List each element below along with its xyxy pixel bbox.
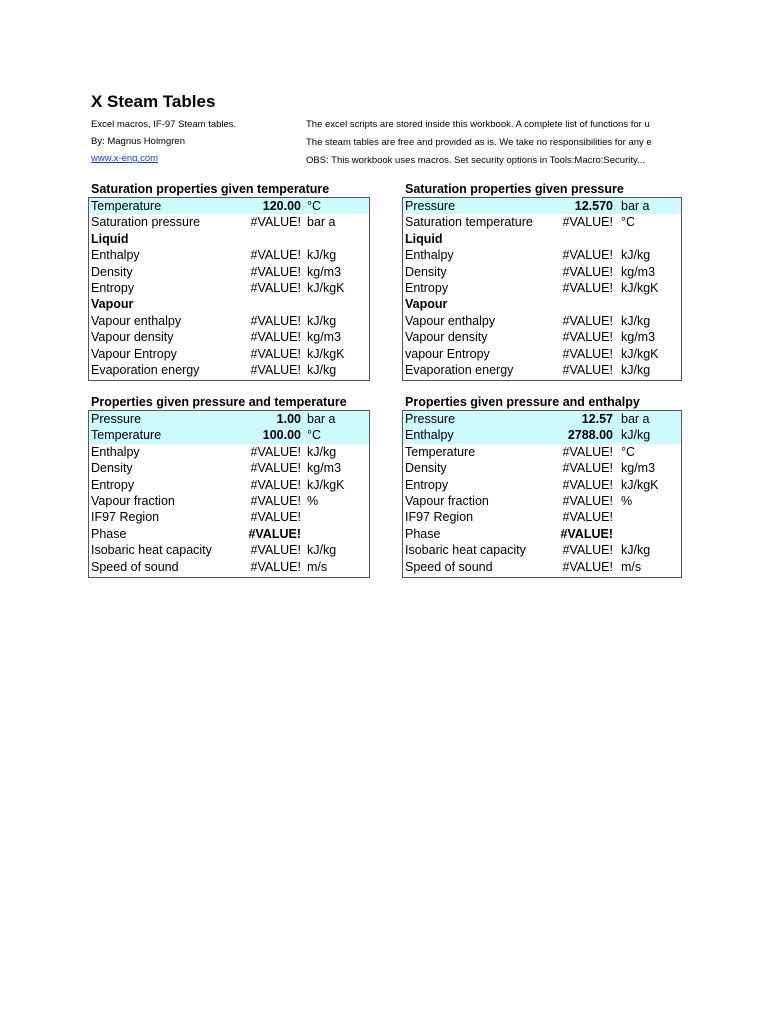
property-label: Pressure [91,412,142,426]
table-row [403,214,681,230]
property-label: Evaporation energy [405,362,514,377]
group-header-row [89,296,369,312]
table-row [89,460,369,476]
value-cell: #VALUE! [562,461,613,476]
unit-cell: °C [307,199,322,213]
property-label: Temperature [405,444,476,459]
property-label: Density [91,264,133,279]
input-value-cell[interactable]: 2788.00 [567,428,613,443]
property-label: Temperature [91,428,162,443]
property-label: Enthalpy [91,248,140,263]
value-cell: #VALUE! [250,215,301,230]
input-value-cell[interactable]: 120.00 [262,199,301,213]
table-row [89,280,369,296]
table-row [89,313,369,329]
property-label: Vapour enthalpy [405,313,496,328]
input-value-cell[interactable]: 1.00 [276,412,301,426]
group-header-row [403,296,681,312]
value-cell: #VALUE! [562,493,613,508]
unit-cell: kg/m3 [307,461,342,476]
property-label: Saturation pressure [91,215,201,230]
property-label: Enthalpy [405,248,454,263]
property-label: Entropy [91,477,135,492]
input-value-cell[interactable]: 12.57 [581,412,613,426]
property-label: Enthalpy [91,444,140,459]
unit-cell: m/s [307,559,328,574]
value-cell: #VALUE! [250,461,301,476]
group-header-row [403,231,681,247]
group-label: Vapour [405,297,448,312]
note-line: OBS: This workbook uses macros. Set security options in Tools:Macro:Security... [306,155,645,166]
value-cell: #VALUE! [562,510,613,525]
table-row [89,214,369,230]
section-title-sat-temp: Saturation properties given temperature [91,182,330,196]
table-pressure-enthalpy [402,410,682,578]
table-row [89,444,369,460]
property-label: Vapour density [91,330,174,345]
unit-cell: kJ/kg [307,362,337,377]
input-row[interactable] [403,427,681,443]
property-label: Isobaric heat capacity [91,543,212,558]
unit-cell: kg/m3 [307,264,342,279]
table-row [89,542,369,558]
property-label: Phase [405,526,441,541]
unit-cell: bar a [307,215,336,230]
table-saturation-given-pressure [402,197,682,381]
value-cell: #VALUE! [562,313,613,328]
unit-cell: kJ/kgK [307,477,345,492]
value-cell: #VALUE! [562,248,613,263]
value-cell: #VALUE! [562,444,613,459]
table-saturation-given-temperature [88,197,370,381]
value-cell: #VALUE! [248,526,301,541]
input-value-cell[interactable]: 100.00 [262,428,301,443]
table-row [403,444,681,460]
section-title-sat-press: Saturation properties given pressure [405,182,624,196]
table-row [403,329,681,345]
table-row [403,280,681,296]
value-cell: #VALUE! [250,313,301,328]
unit-cell: kJ/kg [621,428,651,443]
table-row [89,526,369,542]
website-link[interactable]: www.x-eng.com [91,153,159,164]
table-row [403,264,681,280]
value-cell: #VALUE! [562,362,613,377]
value-cell: #VALUE! [250,330,301,345]
unit-cell: kg/m3 [621,461,656,476]
unit-cell: kg/m3 [621,330,656,345]
table-row [403,346,681,362]
unit-cell: kJ/kgK [621,280,659,295]
unit-cell: bar a [621,412,650,426]
property-label: Saturation temperature [405,215,533,230]
table-row [403,542,681,558]
table-row [403,509,681,525]
unit-cell: °C [621,444,636,459]
table-row [89,264,369,280]
property-label: Enthalpy [405,428,454,443]
unit-cell: kJ/kgK [621,346,659,361]
table-row [89,509,369,525]
property-label: Entropy [91,280,135,295]
property-label: vapour Entropy [405,346,490,361]
unit-cell: bar a [621,199,650,213]
input-row[interactable] [89,427,369,443]
value-cell: #VALUE! [250,477,301,492]
property-label: Vapour density [405,330,488,345]
author-line: By: Magnus Holmgren [91,136,185,147]
input-row[interactable] [403,411,681,427]
property-label: Temperature [91,199,162,213]
value-cell: #VALUE! [560,526,613,541]
table-row [403,313,681,329]
unit-cell: kJ/kg [307,543,337,558]
unit-cell: % [307,493,319,508]
property-label: Entropy [405,280,449,295]
note-line: The excel scripts are stored inside this workbook. A complete list of functions for u [306,119,650,130]
unit-cell: kJ/kg [621,248,651,263]
value-cell: #VALUE! [562,280,613,295]
property-label: Vapour enthalpy [91,313,182,328]
property-label: Isobaric heat capacity [405,543,526,558]
table-row [403,477,681,493]
table-row [89,346,369,362]
table-row [403,362,681,378]
property-label: Density [405,264,447,279]
table-pressure-temperature [88,410,370,578]
table-row [89,493,369,509]
value-cell: #VALUE! [562,477,613,492]
note-line: The steam tables are free and provided as is. We take no responsibilities for any e [306,137,652,148]
unit-cell: kJ/kgK [307,280,345,295]
input-row[interactable] [89,411,369,427]
group-label: Liquid [405,231,443,246]
value-cell: #VALUE! [562,215,613,230]
value-cell: #VALUE! [250,248,301,263]
property-label: Evaporation energy [91,362,200,377]
table-row [403,526,681,542]
unit-cell: bar a [307,412,336,426]
property-label: Pressure [405,412,456,426]
unit-cell: kJ/kgK [621,477,659,492]
unit-cell: m/s [621,559,642,574]
property-label: Density [91,461,133,476]
value-cell: #VALUE! [562,330,613,345]
section-title-press-enth: Properties given pressure and enthalpy [405,395,640,409]
unit-cell: °C [621,215,636,230]
value-cell: #VALUE! [250,444,301,459]
unit-cell: kJ/kg [621,543,651,558]
value-cell: #VALUE! [562,543,613,558]
value-cell: #VALUE! [562,264,613,279]
value-cell: #VALUE! [250,510,301,525]
value-cell: #VALUE! [562,559,613,574]
table-row [89,477,369,493]
value-cell: #VALUE! [250,362,301,377]
table-row [403,247,681,263]
value-cell: #VALUE! [250,493,301,508]
page-title: X Steam Tables [91,92,216,111]
group-label: Vapour [91,297,134,312]
input-row[interactable] [89,198,369,214]
table-row [89,329,369,345]
description-line: Excel macros, IF-97 Steam tables. [91,119,237,130]
property-label: Pressure [405,199,456,213]
value-cell: #VALUE! [250,543,301,558]
value-cell: #VALUE! [250,346,301,361]
property-label: Entropy [405,477,449,492]
value-cell: #VALUE! [562,346,613,361]
property-label: Vapour Entropy [91,346,177,361]
notes-block [306,119,710,173]
unit-cell: kJ/kg [307,248,337,263]
unit-cell: kJ/kg [307,444,337,459]
unit-cell: °C [307,428,322,443]
input-value-cell[interactable]: 12.570 [574,199,613,213]
property-label: IF97 Region [405,510,474,525]
table-row [403,559,681,575]
value-cell: #VALUE! [250,280,301,295]
table-row [89,362,369,378]
unit-cell: kJ/kg [621,313,651,328]
unit-cell: kJ/kg [307,313,337,328]
table-row [403,493,681,509]
table-row [403,460,681,476]
property-label: Vapour fraction [405,493,489,508]
group-label: Liquid [91,231,129,246]
unit-cell: kg/m3 [307,330,342,345]
section-title-press-temp: Properties given pressure and temperature [91,395,347,409]
table-row [89,247,369,263]
unit-cell: kJ/kgK [307,346,345,361]
value-cell: #VALUE! [250,264,301,279]
property-label: Phase [91,526,127,541]
table-row [89,559,369,575]
property-label: Speed of sound [91,559,179,574]
value-cell: #VALUE! [250,559,301,574]
input-row[interactable] [403,198,681,214]
unit-cell: % [621,493,633,508]
unit-cell: kg/m3 [621,264,656,279]
unit-cell: kJ/kg [621,362,651,377]
property-label: IF97 Region [91,510,160,525]
property-label: Vapour fraction [91,493,175,508]
property-label: Density [405,461,447,476]
property-label: Speed of sound [405,559,493,574]
group-header-row [89,231,369,247]
